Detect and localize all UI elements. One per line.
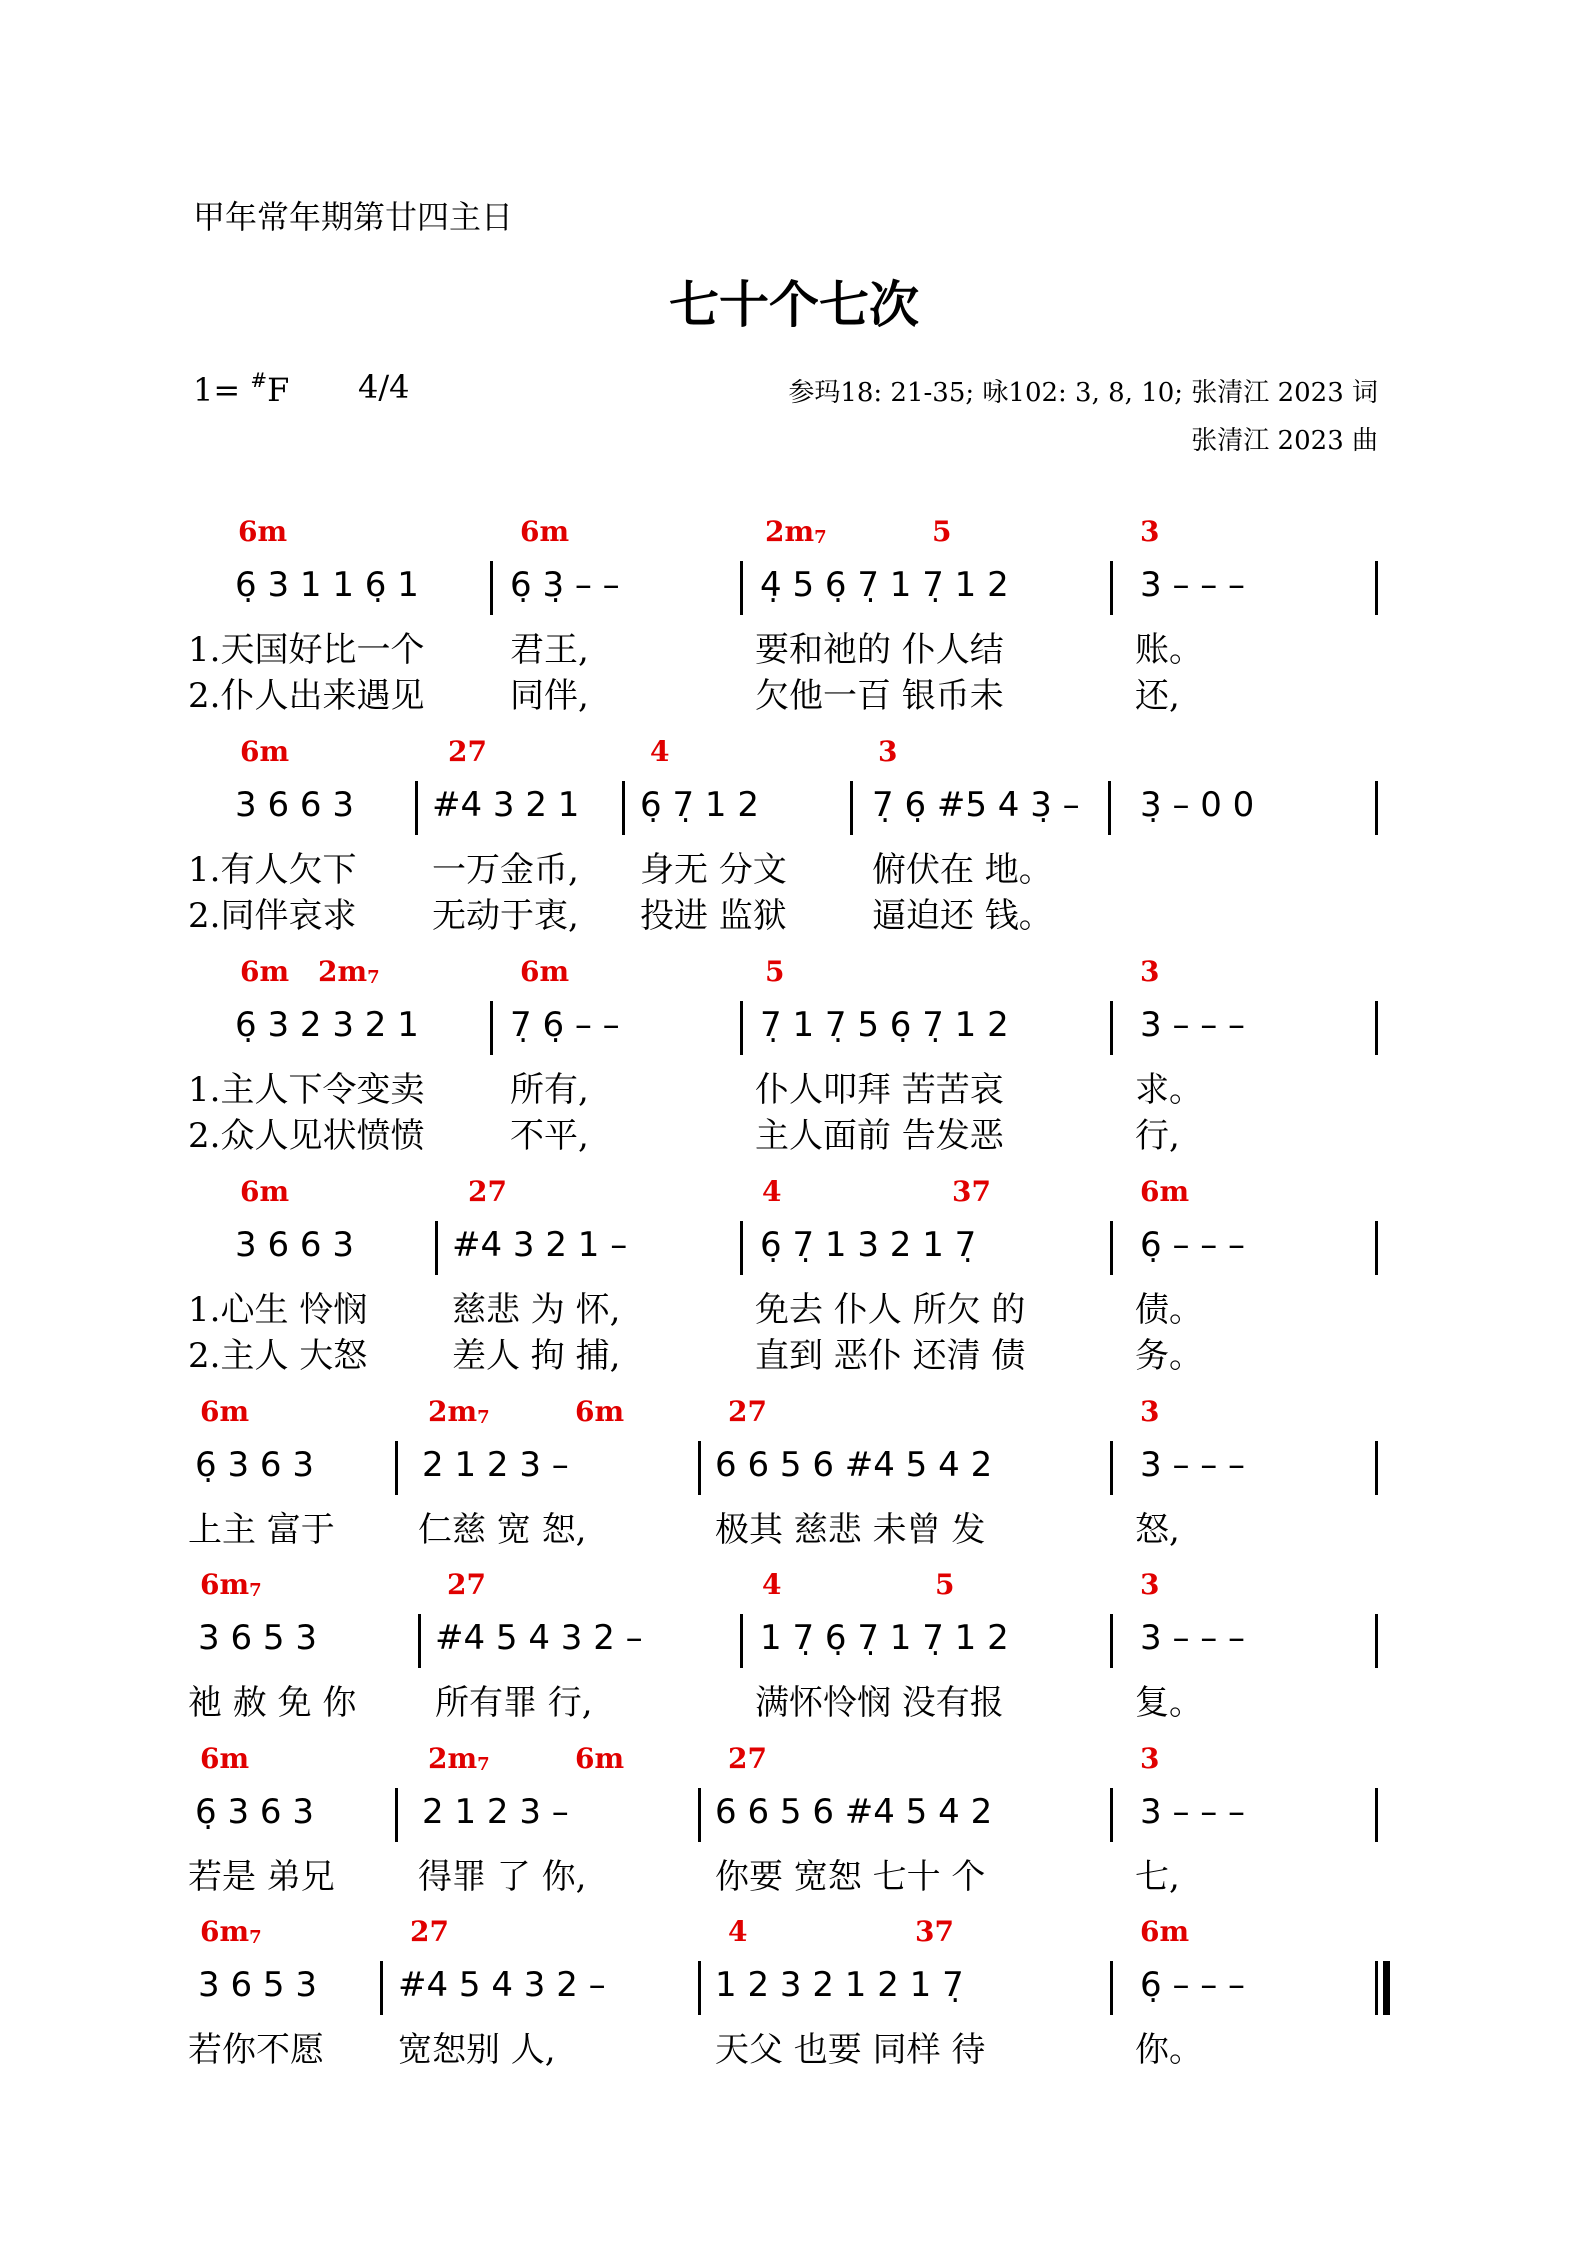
lyric-text: 无动于衷,	[432, 896, 579, 936]
bar-line	[850, 781, 853, 835]
lyric-text: 2.仆人出来遇见	[188, 676, 425, 716]
lyric-text: 债。	[1135, 1290, 1203, 1330]
measure-notes: 3 – – –	[1140, 1005, 1246, 1045]
bar-line	[380, 1961, 383, 2015]
measure-notes: 6̣ 3̣ – –	[510, 565, 620, 605]
lyric-text: 若你不愿	[188, 2030, 324, 2070]
bar-line	[1110, 1001, 1113, 1055]
lyric-text: 怒,	[1135, 1510, 1180, 1550]
lyric-text: 所有,	[510, 1070, 589, 1110]
lyric-text: 一万金币,	[432, 850, 579, 890]
lyric-text: 免去 仆人 所欠 的	[755, 1290, 1026, 1330]
bar-line	[1375, 781, 1378, 835]
lyric-text: 1.天国好比一个	[188, 630, 425, 670]
lyric-text: 仆人叩拜 苦苦哀	[755, 1070, 1004, 1110]
measure-notes: 6̣ 7̣ 1 3 2 1 7̣	[760, 1225, 977, 1265]
measure-notes: 3 – – –	[1140, 565, 1246, 605]
lyric-text: 1.心生 怜悯	[188, 1290, 368, 1330]
bar-line	[1375, 561, 1378, 615]
lyric-text: 同伴,	[510, 676, 589, 716]
measure-notes: 3̣ – 0 0	[1140, 785, 1255, 825]
lyric-text: 俯伏在 地。	[872, 850, 1053, 890]
measure-notes: 2 1 2 3 –	[422, 1445, 569, 1485]
lyric-text: 账。	[1135, 630, 1203, 670]
measure-notes: 3 6 5 3	[198, 1618, 317, 1658]
chord-symbol: 6m	[240, 1175, 290, 1208]
lyric-text: 不平,	[510, 1116, 589, 1156]
lyric-text: 行,	[1135, 1116, 1180, 1156]
key-sharp: #	[250, 368, 268, 392]
chord-symbol: 6m	[575, 1395, 625, 1428]
measure-notes: 6̣ 3 6 3	[195, 1445, 314, 1485]
final-bar-line	[1383, 1961, 1390, 2015]
measure-notes: 6̣ 3 1 1 6̣ 1	[235, 565, 419, 605]
measure-notes: #4 3 2 1	[432, 785, 580, 825]
bar-line	[415, 781, 418, 835]
chord-symbol: $6m_7$	[200, 1568, 262, 1601]
chord-symbol: 6m	[240, 735, 290, 768]
chord-symbol: $6m_7$	[200, 1915, 262, 1948]
lyric-text: 差人 拘 捕,	[452, 1336, 621, 1376]
chord-symbol: $2m_7$	[765, 515, 827, 548]
bar-line	[1108, 781, 1111, 835]
bar-line	[1375, 1221, 1378, 1275]
lyric-text: 欠他一百 银币未	[755, 676, 1004, 716]
measure-notes: 3 6 6 3	[235, 785, 354, 825]
chord-symbol: 6m	[520, 515, 570, 548]
bar-line	[698, 1788, 701, 1842]
chord-symbol: $2m_7$	[428, 1742, 490, 1775]
bar-line	[1110, 1441, 1113, 1495]
bar-line	[1375, 1614, 1378, 1668]
lyric-text: 2.主人 大怒	[188, 1336, 368, 1376]
measure-notes: 2 1 2 3 –	[422, 1792, 569, 1832]
chord-symbol: 6m	[1140, 1175, 1190, 1208]
chord-symbol: 5	[935, 1568, 955, 1601]
bar-line	[740, 1614, 743, 1668]
chord-symbol: 4	[762, 1568, 782, 1601]
chord-symbol: 6m	[1140, 1915, 1190, 1948]
bar-line	[1375, 1788, 1378, 1842]
lyric-text: 2.同伴哀求	[188, 896, 357, 936]
measure-notes: 3 6 5 3	[198, 1965, 317, 2005]
bar-line	[395, 1788, 398, 1842]
measure-notes: #4 5 4 3 2 –	[435, 1618, 643, 1658]
bar-line	[1375, 1001, 1378, 1055]
chord-symbol: 5	[932, 515, 952, 548]
lyric-text: 要和祂的 仆人结	[755, 630, 1004, 670]
measure-notes: 3 – – –	[1140, 1618, 1246, 1658]
bar-line	[622, 781, 625, 835]
bar-line	[395, 1441, 398, 1495]
measure-notes: 7̣ 6̣ #5 4 3̣ –	[872, 785, 1080, 825]
lyric-text: 君王,	[510, 630, 589, 670]
chord-symbol: 3	[1140, 1568, 1160, 1601]
chord-symbol: $2m_7$	[428, 1395, 490, 1428]
chord-symbol: 27	[447, 1568, 486, 1601]
chord-symbol: 6m	[520, 955, 570, 988]
lyric-text: 若是 弟兄	[188, 1857, 335, 1897]
lyric-text: 满怀怜悯 没有报	[755, 1683, 1004, 1723]
measure-notes: 6̣ – – –	[1140, 1965, 1246, 2005]
chord-symbol: 4	[762, 1175, 782, 1208]
chord-symbol: 6m	[200, 1742, 250, 1775]
lyric-text: 所有罪 行,	[435, 1683, 593, 1723]
lyric-text: 主人面前 告发恶	[755, 1116, 1004, 1156]
chord-symbol: 3	[1140, 1395, 1160, 1428]
chord-symbol: $2m_7$	[318, 955, 380, 988]
bar-line	[1110, 1788, 1113, 1842]
lyric-text: 1.有人欠下	[188, 850, 357, 890]
lyric-text: 逼迫还 钱。	[872, 896, 1053, 936]
lyric-text: 你要 宽恕 七十 个	[715, 1857, 986, 1897]
bar-line	[1110, 1961, 1113, 2015]
lyric-text: 直到 恶仆 还清 债	[755, 1336, 1026, 1376]
bar-line	[1110, 1614, 1113, 1668]
measure-notes: 3 – – –	[1140, 1792, 1246, 1832]
lyric-text: 身无 分文	[640, 850, 787, 890]
measure-notes: 7̣ 1 7̣ 5 6̣ 7̣ 1 2	[760, 1005, 1009, 1045]
chord-symbol: 27	[728, 1742, 767, 1775]
lyric-text: 仁慈 宽 恕,	[418, 1510, 587, 1550]
chord-symbol: 3	[878, 735, 898, 768]
measure-notes: 6̣ 7̣ 1 2	[640, 785, 759, 825]
lyrics-credit: 参玛18: 21-35; 咏102: 3, 8, 10; 张清江 2023 词	[788, 378, 1378, 408]
measure-notes: 1 2 3 2 1 2 1 7̣	[715, 1965, 964, 2005]
measure-notes: 6 6 5 6 #4 5 4 2	[715, 1445, 993, 1485]
bar-line	[1375, 1441, 1378, 1495]
key-prefix: 1=	[193, 371, 241, 409]
bar-line	[490, 561, 493, 615]
lyric-text: 还,	[1135, 676, 1180, 716]
chord-symbol: 4	[650, 735, 670, 768]
lyric-text: 你。	[1135, 2030, 1203, 2070]
chord-symbol: 6m	[575, 1742, 625, 1775]
bar-line	[740, 561, 743, 615]
chord-symbol: 37	[952, 1175, 991, 1208]
lyric-text: 慈悲 为 怀,	[452, 1290, 621, 1330]
chord-symbol: 5	[765, 955, 785, 988]
chord-symbol: 4	[728, 1915, 748, 1948]
song-title: 七十个七次	[669, 276, 919, 334]
measure-notes: 6̣ – – –	[1140, 1225, 1246, 1265]
chord-symbol: 6m	[240, 955, 290, 988]
chord-symbol: 3	[1140, 955, 1160, 988]
lyric-text: 务。	[1135, 1336, 1203, 1376]
bar-line	[418, 1614, 421, 1668]
lyric-text: 极其 慈悲 未曾 发	[715, 1510, 986, 1550]
bar-line	[698, 1441, 701, 1495]
bar-line	[740, 1221, 743, 1275]
chord-symbol: 27	[448, 735, 487, 768]
chord-symbol: 3	[1140, 1742, 1160, 1775]
bar-line	[1110, 561, 1113, 615]
liturgical-date: 甲年常年期第廿四主日	[193, 198, 514, 236]
bar-line	[435, 1221, 438, 1275]
measure-notes: #4 5 4 3 2 –	[398, 1965, 606, 2005]
key-note: F	[267, 371, 290, 409]
music-credit: 张清江 2023 曲	[1191, 426, 1378, 456]
measure-notes: #4 3 2 1 –	[452, 1225, 628, 1265]
chord-symbol: 27	[728, 1395, 767, 1428]
key-signature	[193, 368, 289, 409]
lyric-text: 宽恕别 人,	[398, 2030, 556, 2070]
chord-symbol: 3	[1140, 515, 1160, 548]
lyric-text: 投进 监狱	[640, 896, 787, 936]
lyric-text: 七,	[1135, 1857, 1180, 1897]
chord-symbol: 27	[410, 1915, 449, 1948]
time-signature: 4/4	[358, 368, 410, 406]
measure-notes: 6̣ 3 2 3 2 1	[235, 1005, 419, 1045]
measure-notes: 6 6 5 6 #4 5 4 2	[715, 1792, 993, 1832]
bar-line	[1110, 1221, 1113, 1275]
chord-symbol: 6m	[238, 515, 288, 548]
measure-notes: 7̣ 6̣ – –	[510, 1005, 620, 1045]
measure-notes: 3 – – –	[1140, 1445, 1246, 1485]
lyric-text: 2.众人见状愤愤	[188, 1116, 425, 1156]
bar-line	[740, 1001, 743, 1055]
measure-notes: 3 6 6 3	[235, 1225, 354, 1265]
lyric-text: 1.主人下令变卖	[188, 1070, 425, 1110]
lyric-text: 天父 也要 同样 待	[715, 2030, 986, 2070]
lyric-text: 得罪 了 你,	[418, 1857, 587, 1897]
measure-notes: 6̣ 3 6 3	[195, 1792, 314, 1832]
chord-symbol: 27	[468, 1175, 507, 1208]
chord-symbol: 6m	[200, 1395, 250, 1428]
measure-notes: 4̣ 5 6̣ 7̣ 1 7̣ 1 2	[760, 565, 1009, 605]
bar-line	[1375, 1961, 1378, 2015]
bar-line	[698, 1961, 701, 2015]
chord-symbol: 37	[915, 1915, 954, 1948]
lyric-text: 祂 赦 免 你	[188, 1683, 357, 1723]
lyric-text: 上主 富于	[188, 1510, 335, 1550]
lyric-text: 求。	[1135, 1070, 1203, 1110]
lyric-text: 复。	[1135, 1683, 1203, 1723]
bar-line	[490, 1001, 493, 1055]
measure-notes: 1 7̣ 6̣ 7̣ 1 7̣ 1 2	[760, 1618, 1009, 1658]
